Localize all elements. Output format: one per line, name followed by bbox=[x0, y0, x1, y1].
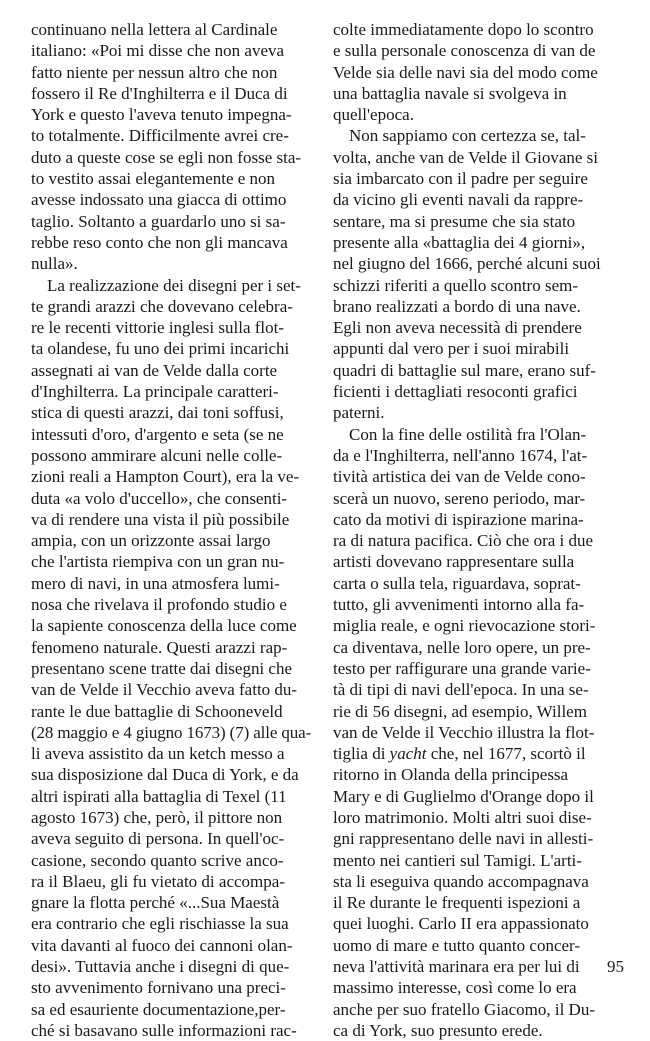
text-line: ta olandese, fu uno dei primi incarichi bbox=[31, 339, 290, 359]
text-line: tività artistica dei van de Velde cono- bbox=[333, 467, 586, 487]
text-line: rante le due battaglie di Schooneveld bbox=[31, 701, 283, 721]
text-line: scerà un nuovo, sereno periodo, mar- bbox=[333, 488, 586, 508]
text-line: ca diventava, nelle loro opere, un pre- bbox=[333, 637, 591, 657]
text-line: Con la fine delle ostilità fra l'Olan- bbox=[349, 424, 587, 444]
text-line: sa ed esauriente documentazione,per- bbox=[31, 999, 286, 1019]
text-line: tutto, gli avvenimenti intorno alla fa- bbox=[333, 595, 585, 615]
text-line: mento nei cantieri sul Tamigi. L'arti- bbox=[333, 850, 582, 870]
text-line: taglio. Soltanto a guardarlo uno si sa- bbox=[31, 211, 286, 231]
text-line: ché si basavano sulle informazioni rac- bbox=[31, 1020, 297, 1040]
text-line: altri ispirati alla battaglia di Texel (11 bbox=[31, 786, 287, 806]
text-line: volta, anche van de Velde il Giovane si bbox=[333, 147, 598, 167]
text-line: artisti dovevano rappresentare sulla bbox=[333, 552, 575, 572]
text-line: quadri di battaglie sul mare, erano suf- bbox=[333, 360, 596, 380]
text-line: la sapiente conoscenza della luce come bbox=[31, 616, 297, 636]
text-line: paterni. bbox=[333, 403, 385, 423]
text-line: continuano nella lettera al Cardinale bbox=[31, 20, 278, 39]
text-line: quei luoghi. Carlo II era appassionato bbox=[333, 914, 589, 934]
text-line: il Re durante le frequenti ispezioni a bbox=[333, 893, 581, 913]
text-line: sta li eseguiva quando accompagnava bbox=[333, 871, 589, 891]
text-line: fenomeno naturale. Questi arazzi rap- bbox=[31, 637, 288, 657]
left-text-column bbox=[31, 19, 311, 1041]
text-line: Egli non aveva necessità di prendere bbox=[333, 318, 582, 338]
text-line: tiglia di yacht che, nel 1677, scortò il bbox=[333, 744, 586, 764]
text-line: to vestito assai elegantemente e non bbox=[31, 169, 276, 189]
text-line: rebbe reso conto che non gli mancava bbox=[31, 232, 288, 252]
text-line: era contrario che egli rischiasse la sua bbox=[31, 914, 289, 934]
text-line: fossero il Re d'Inghilterra e il Duca di bbox=[31, 83, 288, 103]
text-line: re le recenti vittorie inglesi sulla flot- bbox=[31, 318, 285, 338]
text-line: vita davanti al fuoco dei cannoni olan- bbox=[31, 935, 293, 955]
text-line: ampia, con un orizzonte assai largo bbox=[31, 531, 271, 551]
text-line: d'Inghilterra. La principale caratteri- bbox=[31, 382, 279, 402]
text-line: desi». Tuttavia anche i disegni di que- bbox=[31, 957, 290, 977]
text-line: ca di York, suo presunto erede. bbox=[333, 1020, 543, 1040]
text-line: che l'artista riempiva con un gran nu- bbox=[31, 552, 285, 572]
text-line: (28 maggio e 4 giugno 1673) (7) alle qua- bbox=[31, 722, 311, 742]
text-line: italiano: «Poi mi disse che non aveva bbox=[31, 41, 285, 61]
text-line: va di rendere una vista il più possibile bbox=[31, 509, 290, 529]
text-line: Non sappiamo con certezza se, tal- bbox=[349, 126, 586, 146]
text-line: sia imbarcato con il padre per seguire bbox=[333, 169, 588, 189]
text-line: carta o sulla tela, riguardava, soprat- bbox=[333, 573, 581, 593]
text-line: ficienti i dettagliati resoconti grafici bbox=[333, 382, 578, 402]
text-line: cato da motivi di ispirazione marina- bbox=[333, 509, 584, 529]
text-line: possono ammirare alcuni nelle colle- bbox=[31, 445, 283, 465]
text-line: quell'epoca. bbox=[333, 105, 414, 125]
text-line: sentare, ma si presume che sia stato bbox=[333, 211, 576, 231]
text-line: sto avvenimento fornivano una preci- bbox=[31, 978, 286, 998]
text-line: sua disposizione dal Duca di York, e da bbox=[31, 765, 299, 785]
text-line: miglia reale, e ogni rievocazione stori- bbox=[333, 616, 596, 636]
text-line: anche per suo fratello Giacomo, il Du- bbox=[333, 999, 595, 1019]
text-line: presentano scene tratte dai disegni che bbox=[31, 658, 293, 678]
text-line: duto a queste cose se egli non fosse sta- bbox=[31, 147, 302, 167]
text-line: presente alla «battaglia dei 4 giorni», bbox=[333, 232, 586, 252]
text-line: duta «a volo d'uccello», che consenti- bbox=[31, 488, 288, 508]
right-text-column bbox=[333, 19, 625, 1041]
text-line: da e l'Inghilterra, nell'anno 1674, l'at- bbox=[333, 445, 588, 465]
text-line: avesse indossato una giacca di ottimo bbox=[31, 190, 287, 210]
text-line: nosa che rivelava il profondo studio e bbox=[31, 595, 287, 615]
text-line: van de Velde il Vecchio illustra la flot- bbox=[333, 722, 595, 742]
text-line: da vicino gli eventi navali da rappre- bbox=[333, 190, 584, 210]
text-line: testo per raffigurare una grande varie- bbox=[333, 658, 591, 678]
text-line: neva l'attività marinara era per lui di bbox=[333, 957, 580, 977]
text-line: intessuti d'oro, d'argento e seta (se ne bbox=[31, 424, 284, 444]
text-line: agosto 1673) che, però, il pittore non bbox=[31, 807, 283, 827]
text-line: li aveva assistito da un ketch messo a bbox=[31, 744, 285, 764]
text-line: gnare la flotta perché «...Sua Maestà bbox=[31, 893, 280, 913]
text-line: brano realizzati a bordo di una nave. bbox=[333, 296, 581, 316]
text-line: ritorno in Olanda della principessa bbox=[333, 765, 569, 785]
text-line: assegnati ai van de Velde dalla corte bbox=[31, 360, 278, 380]
text-line: schizzi riferiti a quello scontro sem- bbox=[333, 275, 578, 295]
text-line: mero di navi, in una atmosfera lumi- bbox=[31, 573, 280, 593]
text-line: stica di questi arazzi, dai toni soffusi, bbox=[31, 403, 284, 423]
text-line: e sulla personale conoscenza di van de bbox=[333, 41, 596, 61]
page-number: 95 bbox=[607, 957, 624, 976]
text-line: casione, secondo quanto scrive anco- bbox=[31, 850, 284, 870]
text-line: ra di natura pacifica. Ciò che ora i due bbox=[333, 531, 594, 551]
text-line: te grandi arazzi che dovevano celebra- bbox=[31, 296, 293, 316]
text-line: ra il Blaeu, gli fu vietato di accompa- bbox=[31, 871, 285, 891]
text-line: tà di tipi di navi dell'epoca. In una se- bbox=[333, 680, 589, 700]
text-line: fatto niente per nessun altro che non bbox=[31, 62, 278, 82]
text-line: gni rappresentano delle navi in allesti- bbox=[333, 829, 594, 849]
text-line: York e questo l'aveva tenuto impegna- bbox=[31, 105, 292, 125]
text-line: colte immediatamente dopo lo scontro bbox=[333, 20, 594, 39]
text-line: uomo di mare e tutto quanto concer- bbox=[333, 935, 581, 955]
text-line: Mary e di Guglielmo d'Orange dopo il bbox=[333, 786, 594, 806]
text-line: van de Velde il Vecchio aveva fatto du- bbox=[31, 680, 298, 700]
text-line: zioni reali a Hampton Court), era la ve- bbox=[31, 467, 300, 487]
text-line: una battaglia navale si svolgeva in bbox=[333, 83, 567, 103]
text-line: La realizzazione dei disegni per i set- bbox=[47, 275, 301, 295]
text-line: massimo interesse, così come lo era bbox=[333, 978, 577, 998]
text-line: loro matrimonio. Molti altri suoi dise- bbox=[333, 807, 592, 827]
text-line: to totalmente. Difficilmente avrei cre- bbox=[31, 126, 289, 146]
text-line: Velde sia delle navi sia del modo come bbox=[333, 62, 598, 82]
text-line: nel giugno del 1666, perché alcuni suoi bbox=[333, 254, 601, 274]
text-line: aveva seguito di persona. In quell'oc- bbox=[31, 829, 285, 849]
text-line: appunti dal vero per i suoi mirabili bbox=[333, 339, 570, 359]
text-line: nulla». bbox=[31, 254, 78, 274]
text-line: rie di 56 disegni, ad esempio, Willem bbox=[333, 701, 587, 721]
